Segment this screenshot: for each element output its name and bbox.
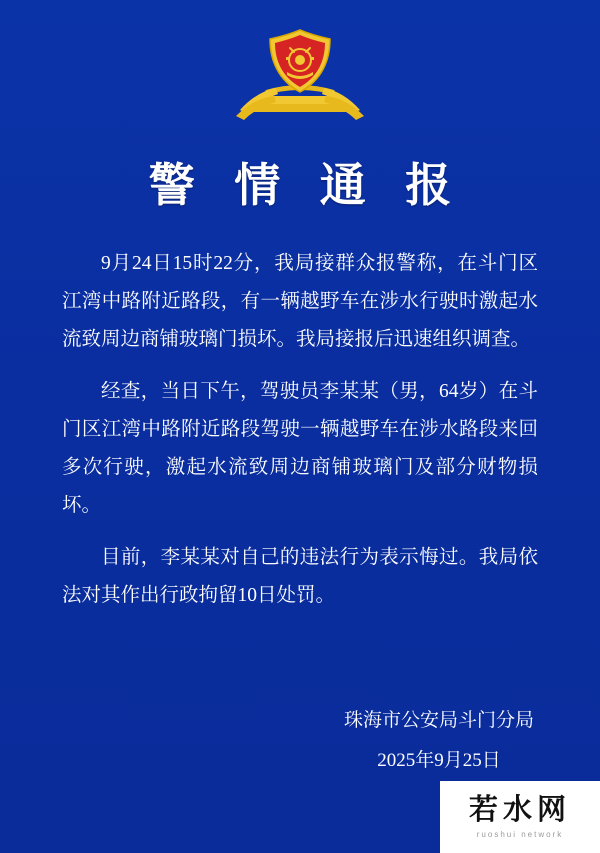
emblem-container <box>0 0 600 131</box>
issue-date: 2025年9月25日 <box>377 750 501 772</box>
china-police-badge-icon <box>236 26 364 131</box>
watermark-text: 若水网 <box>468 794 571 827</box>
page-title: 警 情 通 报 <box>148 160 466 211</box>
watermark-subtext: ruoshui network <box>476 829 564 839</box>
notice-body <box>62 245 538 615</box>
issuing-authority: 珠海市公安局斗门分局 <box>343 710 534 732</box>
notice-paragraph-2: 经查，当日下午，驾驶员李某某（男，64岁）在斗门区江湾中路附近路段驾驶一辆越野车在涉水路段来回多次行驶，激起水流致周边商铺玻璃门及部分财物损坏。 <box>62 381 538 517</box>
notice-paragraph-3: 目前，李某某对自己的违法行为表示悔过。我局依法对其作出行政拘留10日处罚。 <box>62 547 538 607</box>
watermark-badge <box>440 781 600 853</box>
notice-paragraph-1: 9月24日15时22分，我局接群众报警称，在斗门区江湾中路附近路段，有一辆越野车在涉水行驶时激起水流致周边商铺玻璃门损坏。我局接报后迅速组织调查。 <box>62 253 538 351</box>
signature-block <box>344 701 534 781</box>
